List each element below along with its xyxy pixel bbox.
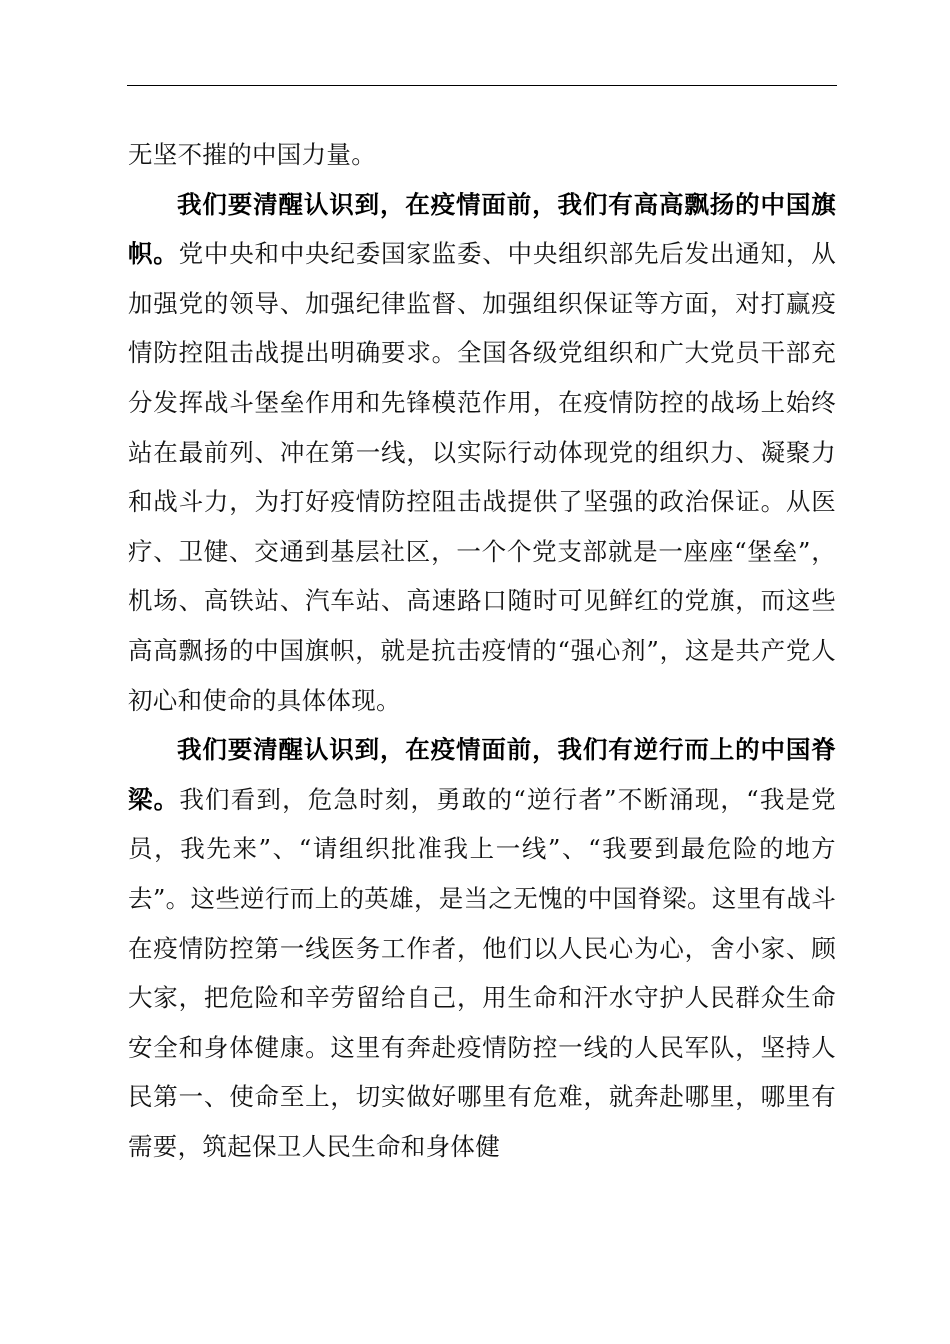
paragraph-flag <box>128 180 836 726</box>
paragraph-text: 我们看到，危急时刻，勇敢的“逆行者”不断涌现，“我是党员，我先来”、“请组织批准我上一线”、“我要到最危险的地方去”。这些逆行而上的英雄，是当之无愧的中国脊梁。这里有战斗在疫情防控第一线医务工作者，他们以人民心为心，舍小家、顾大家，把危险和辛劳留给自己，用生命和汗水守护人民群众生命安全和身体健康。这里有奔赴疫情防控一线的人民军队，坚持人民第一、使命至上，切实做好哪里有危难，就奔赴哪里，哪里有需要，筑起保卫人民生命和身体健 <box>128 784 836 1161</box>
paragraph-text: 党中央和中央纪委国家监委、中央组织部先后发出通知，从加强党的领导、加强纪律监督、加强组织保证等方面，对打赢疫情防控阻击战提出明确要求。全国各级党组织和广大党员干部充分发挥战斗堡垒作用和先锋模范作用，在疫情防控的战场上始终站在最前列、冲在第一线，以实际行动体现党的组织力、凝聚力和战斗力，为打好疫情防控阻击战提供了坚强的政治保证。从医疗、卫健、交通到基层社区，一个个党支部就是一座座“堡垒”，机场、高铁站、汽车站、高速路口随时可见鲜红的党旗，而这些高高飘扬的中国旗帜，就是抗击疫情的“强心剂”，这是共产党人初心和使命的具体体现。 <box>128 239 836 715</box>
paragraph-text: 无坚不摧的中国力量。 <box>128 140 376 169</box>
header-rule <box>127 85 837 86</box>
paragraph-backbone <box>128 725 836 1171</box>
paragraph-continuation <box>128 130 836 180</box>
document-body <box>128 130 836 1171</box>
paragraph-lead-sentence: 我们要清醒认识到，在疫情面前，我们有逆行而上的中国脊梁。 <box>128 735 836 814</box>
paragraph-lead-sentence: 我们要清醒认识到，在疫情面前，我们有高高飘扬的中国旗帜。 <box>128 189 836 269</box>
